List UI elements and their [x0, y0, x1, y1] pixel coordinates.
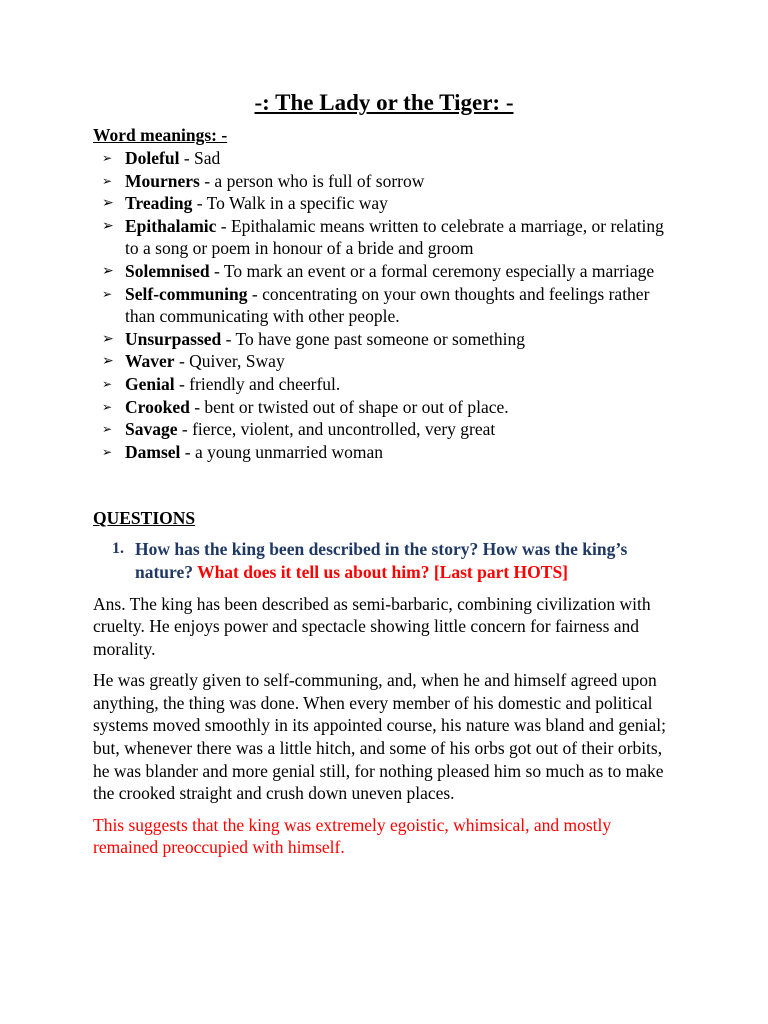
question-1	[93, 538, 675, 583]
arrowhead-bullet-icon: ➢	[102, 195, 114, 212]
word-term: Damsel	[125, 441, 181, 462]
word-meaning: - To mark an event or a formal ceremony especially a marriage	[209, 260, 655, 281]
list-item	[93, 441, 675, 464]
word-term: Epithalamic	[125, 215, 217, 236]
list-item	[93, 283, 675, 328]
word-meaning: - friendly and cheerful.	[174, 373, 341, 394]
arrowhead-bullet-icon: ➢	[102, 262, 114, 279]
list-item	[93, 373, 675, 396]
word-meaning: - fierce, violent, and uncontrolled, very great	[177, 419, 496, 440]
word-term: Treading	[125, 193, 193, 214]
list-item	[93, 396, 675, 419]
arrowhead-bullet-icon: ➢	[102, 444, 113, 459]
word-term: Solemnised	[125, 260, 210, 281]
word-meaning: - To Walk in a specific way	[192, 193, 388, 214]
word-meaning: - Sad	[179, 148, 221, 168]
arrowhead-bullet-icon: ➢	[102, 151, 113, 165]
arrowhead-bullet-icon: ➢	[102, 330, 114, 347]
word-term: Unsurpassed	[125, 328, 222, 349]
answer-conclusion: This suggests that the king was extremely egoistic, whimsical, and mostly remained preoccupied with himself.	[93, 814, 612, 858]
word-term: Mourners	[125, 170, 200, 191]
list-item	[93, 418, 675, 441]
list-item	[93, 350, 675, 373]
list-item	[93, 215, 675, 260]
word-meaning: - Epithalamic means written to celebrate a marriage, or relating to a song or poem in honour of a bride and groom	[125, 215, 664, 259]
list-item	[93, 328, 675, 351]
arrowhead-bullet-icon: ➢	[102, 217, 114, 234]
page-title: -: The Lady or the Tiger: -	[254, 90, 514, 115]
word-term: Self-communing	[125, 283, 248, 304]
list-item	[93, 192, 675, 215]
question-text: How has the king been described in the story? How was the king’s nature?	[135, 539, 628, 582]
question-hots-text: What does it tell us about him? [Last part HOTS]	[197, 561, 569, 582]
word-meaning: - a young unmarried woman	[180, 441, 384, 462]
word-meanings-list	[93, 147, 675, 463]
word-term: Genial	[125, 373, 175, 394]
word-term: Crooked	[125, 396, 190, 417]
word-meaning: - To have gone past someone or something	[221, 328, 525, 349]
word-term: Savage	[125, 419, 178, 440]
word-meaning: - concentrating on your own thoughts and feelings rather than communicating with other people.	[125, 283, 650, 327]
word-meaning: - bent or twisted out of shape or out of place.	[189, 396, 509, 417]
list-item	[93, 170, 675, 193]
arrowhead-bullet-icon: ➢	[102, 422, 113, 437]
arrowhead-bullet-icon: ➢	[102, 376, 113, 391]
arrowhead-bullet-icon: ➢	[102, 286, 113, 301]
question-number: 1.	[112, 540, 124, 558]
word-meaning: - a person who is full of sorrow	[199, 170, 425, 191]
arrowhead-bullet-icon: ➢	[102, 173, 113, 188]
list-item	[93, 147, 675, 170]
word-term: Waver	[125, 351, 175, 372]
word-term: Doleful	[125, 148, 180, 168]
word-meanings-heading: Word meanings: -	[93, 125, 228, 145]
answer-paragraph: Ans. The king has been described as semi-barbaric, combining civilization with cruelty. He enjoys power and spectacle showing little concern for fairness and morality.	[93, 593, 651, 659]
questions-heading: QUESTIONS	[93, 508, 196, 529]
list-item	[93, 260, 675, 283]
arrowhead-bullet-icon: ➢	[102, 353, 114, 370]
answer-paragraph: He was greatly given to self-communing, and, when he and himself agreed upon anything, the thing was done. When every member of his domestic and political systems moved smoothly in its appointed course, his nature was bland and genial; but, whenever there was a little hitch, and some of his orbs got out of their orbits, he was blander and more genial still, for nothing pleased him so much as to make the crooked straight and crush down uneven places.	[93, 670, 667, 804]
arrowhead-bullet-icon: ➢	[102, 399, 113, 414]
word-meaning: - Quiver, Sway	[174, 351, 285, 372]
